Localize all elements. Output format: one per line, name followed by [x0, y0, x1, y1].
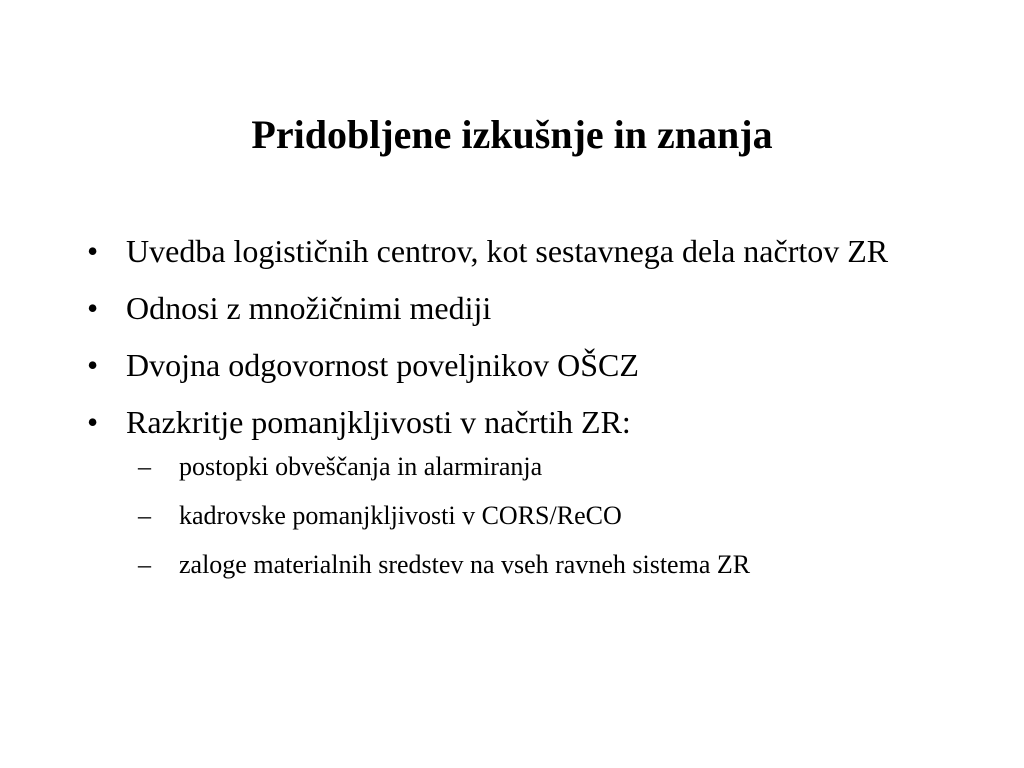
- bullet-text: Razkritje pomanjkljivosti v načrtih ZR:: [126, 404, 631, 440]
- sub-bullet-marker: –: [138, 550, 151, 579]
- sub-bullet-text: zaloge materialnih sredstev na vseh ravneh sistema ZR: [179, 550, 751, 579]
- sub-bullet-list: [126, 450, 944, 582]
- bullet-text: Dvojna odgovornost poveljnikov OŠCZ: [126, 347, 639, 383]
- bullet-item: [84, 229, 944, 273]
- slide-title: Pridobljene izkušnje in znanja: [251, 112, 773, 157]
- sub-bullet-item: [126, 450, 944, 484]
- sub-bullet-marker: –: [138, 501, 151, 530]
- sub-bullet-marker: –: [138, 452, 151, 481]
- bullet-item: [84, 400, 944, 582]
- sub-bullet-text: kadrovske pomanjkljivosti v CORS/ReCO: [179, 501, 622, 530]
- bullet-marker: •: [87, 290, 99, 326]
- bullet-marker: •: [87, 347, 99, 383]
- bullet-item: [84, 343, 944, 387]
- sub-bullet-item: [126, 548, 944, 582]
- bullet-text: Uvedba logističnih centrov, kot sestavnega dela načrtov ZR: [126, 233, 889, 269]
- bullet-list: [84, 229, 944, 597]
- sub-bullet-text: postopki obveščanja in alarmiranja: [179, 452, 543, 481]
- bullet-text: Odnosi z množičnimi mediji: [126, 290, 492, 326]
- bullet-marker: •: [87, 233, 99, 269]
- bullet-marker: •: [87, 404, 99, 440]
- sub-bullet-item: [126, 499, 944, 533]
- bullet-item: [84, 286, 944, 330]
